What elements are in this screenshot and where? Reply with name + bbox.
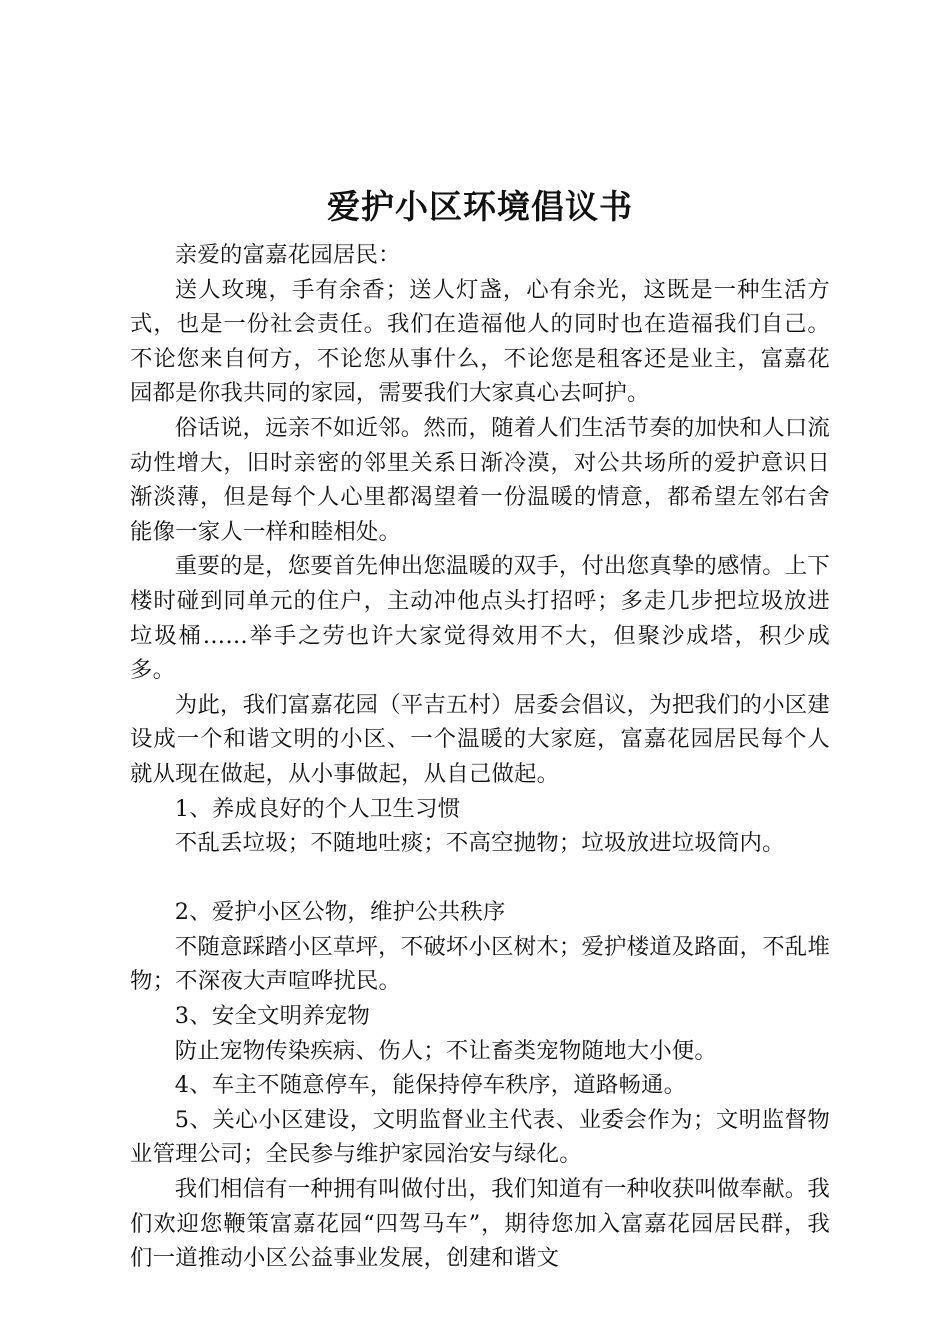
paragraph-3: 重要的是，您要首先伸出您温暖的双手，付出您真挚的感情。上下楼时碰到同单元的住户，主动冲他点头打招呼；多走几步把垃圾放进垃圾桶……举手之劳也许大家觉得效用不大，但聚沙成塔，积少成多。: [130, 553, 830, 684]
document-page: [130, 178, 830, 1276]
closing-paragraph: 我们相信有一种拥有叫做付出，我们知道有一种收获叫做奉献。我们欢迎您鞭策富嘉花园“四驾马车”，期待您加入富嘉花园居民群，我们一道推动小区公益事业发展，创建和谐文: [130, 1176, 830, 1272]
item-3-heading: 3、安全文明养宠物: [174, 1003, 370, 1030]
item-2-heading: 2、爱护小区公物，维护公共秩序: [174, 899, 506, 926]
item-3-text: 防止宠物传染疾病、伤人；不让畜类宠物随地大小便。: [174, 1037, 717, 1064]
paragraph-1: 送人玫瑰，手有余香；送人灯盏，心有余光，这既是一种生活方式，也是一份社会责任。我们在造福他人的同时也在造福我们自己。不论您来自何方，不论您从事什么，不论您是租客还是业主，富嘉花园都是你我共同的家园，需要我们大家真心去呵护。: [130, 276, 830, 407]
blank-line: [130, 861, 830, 896]
document-title: 爱护小区环境倡议书: [327, 187, 633, 226]
paragraph-2: 俗话说，远亲不如近邻。然而，随着人们生活节奏的加快和人口流动性增大，旧时亲密的邻里关系日渐冷漠，对公共场所的爱护意识日渐淡薄，但是每个人心里都渴望着一份温暖的情意，都希望左邻右舍能像一家人一样和睦相处。: [130, 414, 830, 545]
item-1-text: 不乱丢垃圾；不随地吐痰；不高空抛物；垃圾放进垃圾筒内。: [174, 830, 785, 857]
item-1-heading: 1、养成良好的个人卫生习惯: [174, 795, 461, 822]
item-2-text: 不随意踩踏小区草坪，不破坏小区树木；爱护楼道及路面，不乱堆物；不深夜大声喧哗扰民。: [130, 933, 830, 995]
item-5-heading: 5、关心小区建设，文明监督业主代表、业委会作为；文明监督物业管理公司；全民参与维护家园治安与绿化。: [130, 1106, 830, 1168]
item-4-heading: 4、车主不随意停车，能保持停车秩序，道路畅通。: [174, 1072, 687, 1099]
paragraph-4: 为此，我们富嘉花园（平吉五村）居委会倡议，为把我们的小区建设成一个和谐文明的小区、一个温暖的大家庭，富嘉花园居民每个人就从现在做起，从小事做起，从自己做起。: [130, 691, 830, 787]
salutation: 亲爱的富嘉花园居民：: [174, 242, 401, 268]
